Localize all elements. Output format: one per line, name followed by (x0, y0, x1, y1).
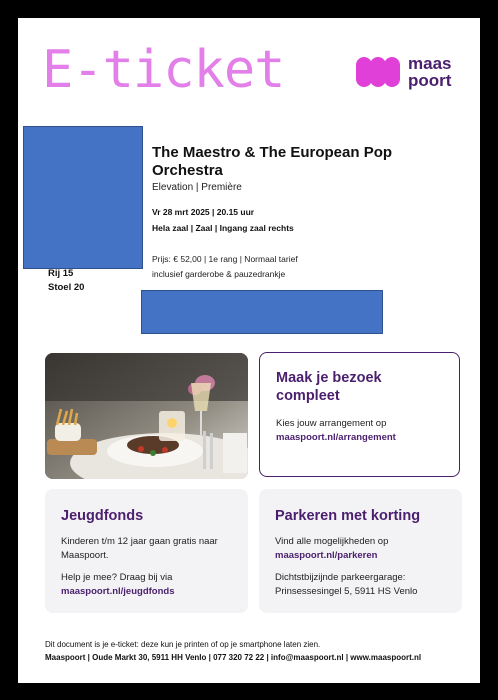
footer-address: Maaspoort | Oude Markt 30, 5911 HH Venlo | 077 320 72 22 | info@maaspoort.nl | www.maaspoort.nl (45, 653, 422, 662)
youth-fund-card (45, 489, 248, 613)
logo-word-poort: poort (408, 71, 452, 90)
event-name: The Maestro & The European Pop Orchestra (152, 144, 393, 179)
event-datetime: Vr 28 mrt 2025 | 20.15 uur (152, 207, 255, 217)
ticket-title: E-ticket (42, 40, 285, 100)
youth-fund-link[interactable]: maaspoort.nl/jeugdfonds (61, 586, 175, 597)
dinner-image-icon (45, 353, 248, 479)
visit-text: Kies jouw arrangement op (276, 418, 387, 429)
dinner-photo (45, 353, 248, 479)
parking-garage-label: Dichtstbijzijnde parkeergarage: (275, 572, 406, 583)
event-location: Hela zaal | Zaal | Ingang zaal rechts (152, 223, 294, 233)
event-price (152, 252, 452, 282)
price-line: Prijs: € 52,00 | 1e rang | Normaal tarief (152, 254, 298, 264)
footer-note: Dit document is je e-ticket: deze kun je printen of op je smartphone laten zien. (45, 640, 321, 649)
visit-card (259, 352, 460, 477)
parking-title: Parkeren met korting (275, 508, 421, 524)
redacted-barcode (141, 290, 383, 334)
ticket-page (18, 18, 480, 683)
parking-text: Vind alle mogelijkheden op (275, 536, 389, 547)
event-subtitle: Elevation | Première (152, 182, 242, 193)
youth-text: Kinderen t/m 12 jaar gaan gratis naar Maaspoort. (61, 536, 218, 561)
logo-word-maas: maas (408, 54, 452, 73)
parking-card (259, 489, 462, 613)
maaspoort-logo-icon (356, 57, 400, 87)
seat-number: Stoel 20 (48, 282, 85, 293)
event-when (152, 204, 452, 236)
youth-title: Jeugdfonds (61, 508, 144, 524)
price-note: inclusief garderobe & pauzedrankje (152, 269, 286, 279)
seat-row: Rij 15 (48, 268, 74, 279)
arrangement-link[interactable]: maaspoort.nl/arrangement (276, 432, 396, 443)
youth-help: Help je mee? Draag bij via (61, 572, 173, 583)
redacted-qr-code (23, 126, 143, 269)
parking-link[interactable]: maaspoort.nl/parkeren (275, 550, 378, 561)
parking-garage-address: Prinsessesingel 5, 5911 HS Venlo (275, 586, 418, 597)
logo-wordmark (408, 55, 451, 89)
visit-title: Maak je bezoek compleet (276, 370, 382, 404)
event-details (152, 144, 452, 282)
maaspoort-logo (356, 55, 451, 89)
seat-info (48, 267, 84, 295)
footer (45, 638, 465, 664)
